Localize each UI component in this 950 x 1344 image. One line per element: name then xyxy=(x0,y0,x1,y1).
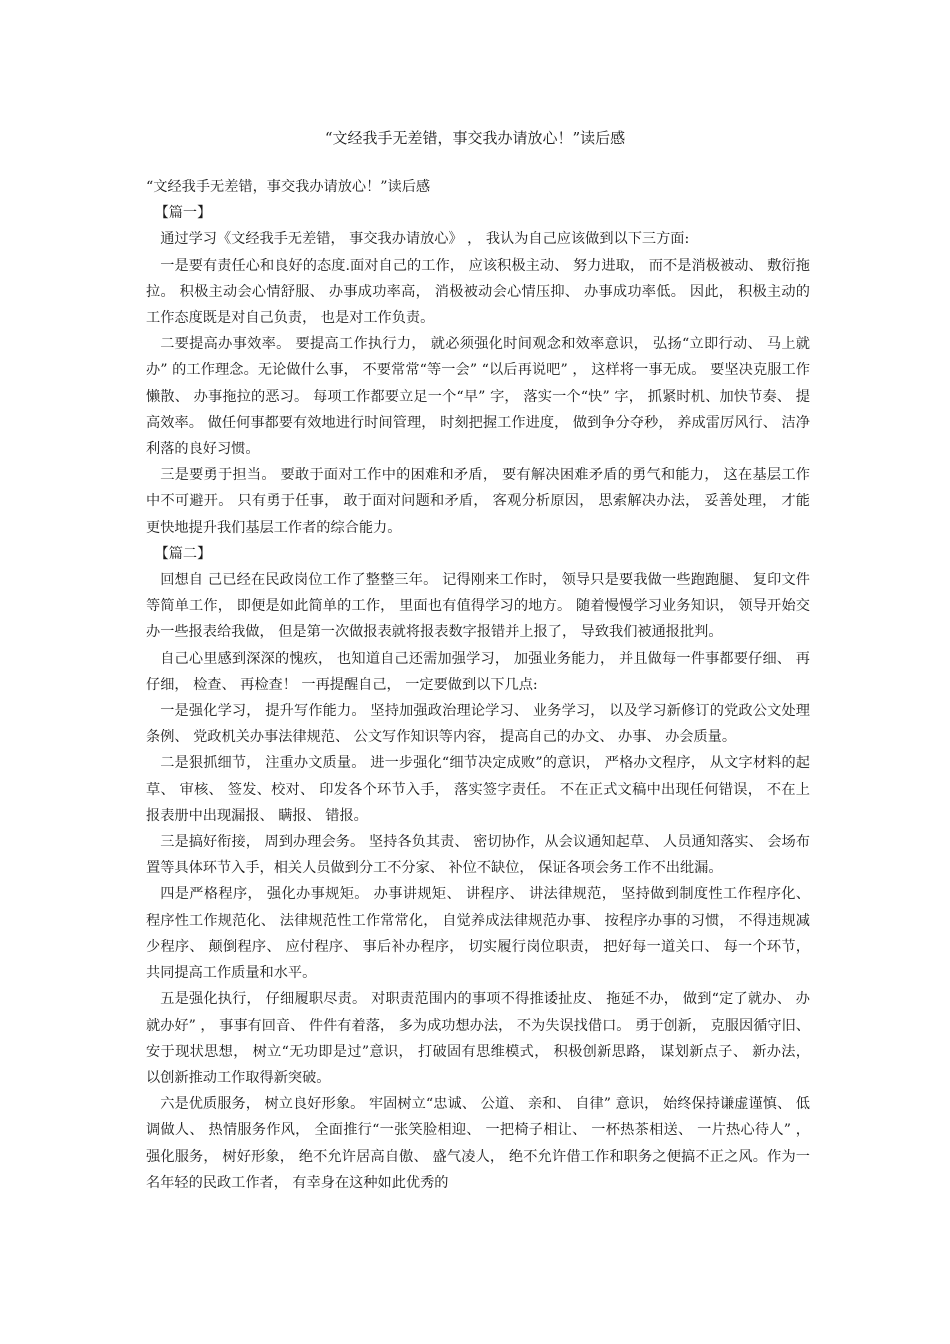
paragraph: 三是要勇于担当。 要敢于面对工作中的困难和矛盾， 要有解决困难矛盾的勇气和能力， 这在基层工作中不可避开。 只有勇于任事， 敢于面对问题和矛盾， 客观分析原因， 思索解决办法， 妥善处理， 才能更快地提升我们基层工作者的综合能力。 xyxy=(146,467,810,536)
paragraph: 二要提高办事效率。 要提高工作执行力， 就必须强化时间观念和效率意识， 弘扬“立即行动、 马上就办” 的工作理念。无论做什么事， 不要常常“等一会” “以后再说吧” ， 这样将一事无成。 要坚决克服工作懒散、 办事拖拉的恶习。 每项工作都要立足一个“早” 字， 落实一个“快” 字， 抓紧时机、加快节奏、 提高效率。 做任何事都要有效地进行时间管理， 时刻把握工作进度， 做到争分夺秒， 养成雷厉风行、 洁净利落的良好习惯。 xyxy=(146,336,810,458)
section-label-2: 【篇二】 xyxy=(154,545,212,562)
paragraph: 四是严格程序， 强化办事规矩。 办事讲规矩、 讲程序、 讲法律规范， 坚持做到制度性工作程序化、 程序性工作规范化、 法律规范性工作常常化， 自觉养成法律规范办事、 按程序办事的习惯， 不得违规减少程序、 颠倒程序、 应付程序、 事后补办程序， 切实履行岗位职责， 把好每一道关口、 每一个环节， 共同提高工作质量和水平。 xyxy=(146,886,810,982)
section-label-1: 【篇一】 xyxy=(154,205,212,222)
document-body xyxy=(146,174,810,1196)
paragraph: 六是优质服务， 树立良好形象。 牢固树立“忠诚、 公道、 亲和、 自律” 意识， 始终保持谦虚谨慎、 低调做人、 热情服务作风， 全面推行“一张笑脸相迎、 一把椅子相让、 一杯热茶相送、 一片热心待人” ， 强化服务， 树好形象， 绝不允许居高自傲、 盛气凌人， 绝不允许借工作和职务之便搞不正之风。作为一名年轻的民政工作者， 有幸身在这种如此优秀的 xyxy=(146,1096,810,1191)
paragraph: 二是狠抓细节， 注重办文质量。 进一步强化“细节决定成败”的意识， 严格办文程序， 从文字材料的起草、 审核、 签发、校对、 印发各个环节入手， 落实签字责任。 不在正式文稿中出现任何错误， 不在上报表册中出现漏报、 瞒报、 错报。 xyxy=(146,755,810,824)
paragraph: 自己心里感到深深的愧疚， 也知道自己还需加强学习， 加强业务能力， 并且做每一件事都要仔细、 再仔细， 检查、 再检查！ 一再提醒自己， 一定要做到以下几点: xyxy=(146,650,810,693)
document-subtitle: “文经我手无差错，事交我办请放心！”读后感 xyxy=(146,179,431,195)
page-title: “文经我手无差错，事交我办请放心！”读后感 xyxy=(324,129,626,147)
paragraph: 一是强化学习， 提升写作能力。 坚持加强政治理论学习、 业务学习， 以及学习新修订的党政公文处理条例、 党政机关办事法律规范、 公文写作知识等内容， 提高自己的办文、 办事、 办会质量。 xyxy=(146,703,810,746)
paragraph: 通过学习《文经我手无差错， 事交我办请放心》 ， 我认为自己应该做到以下三方面: xyxy=(160,231,690,248)
paragraph: 三是搞好衔接， 周到办理会务。 坚持各负其责、 密切协作，从会议通知起草、 人员通知落实、 会场布置等具体环节入手，相关人员做到分工不分家、 补位不缺位， 保证各项会务工作不出纰漏。 xyxy=(146,834,810,877)
paragraph: 回想自 己已经在民政岗位工作了整整三年。 记得刚来工作时， 领导只是要我做一些跑跑腿、 复印文件等简单工作， 即便是如此简单的工作， 里面也有值得学习的地方。 随着慢慢学习业务知识， 领导开始交办一些报表给我做， 但是第一次做报表就将报表数字报错并上报了， 导致我们被通报批判。 xyxy=(146,572,810,641)
paragraph: 五是强化执行， 仔细履职尽责。 对职责范围内的事项不得推诿扯皮、 拖延不办， 做到“定了就办、 办就办好” ， 事事有回音、 件件有着落， 多为成功想办法， 不为失误找借口。 勇于创新， 克服因循守旧、 安于现状思想， 树立“无功即是过”意识， 打破固有思维模式， 积极创新思路， 谋划新点子、 新办法， 以创新推动工作取得新突破。 xyxy=(146,991,810,1086)
paragraph: 一是要有责任心和良好的态度.面对自己的工作， 应该积极主动、 努力进取， 而不是消极被动、 敷衍拖拉。 积极主动会心情舒服、 办事成功率高， 消极被动会心情压抑、 办事成功率低。 因此， 积极主动的工作态度既是对自己负责， 也是对工作负责。 xyxy=(146,257,810,327)
